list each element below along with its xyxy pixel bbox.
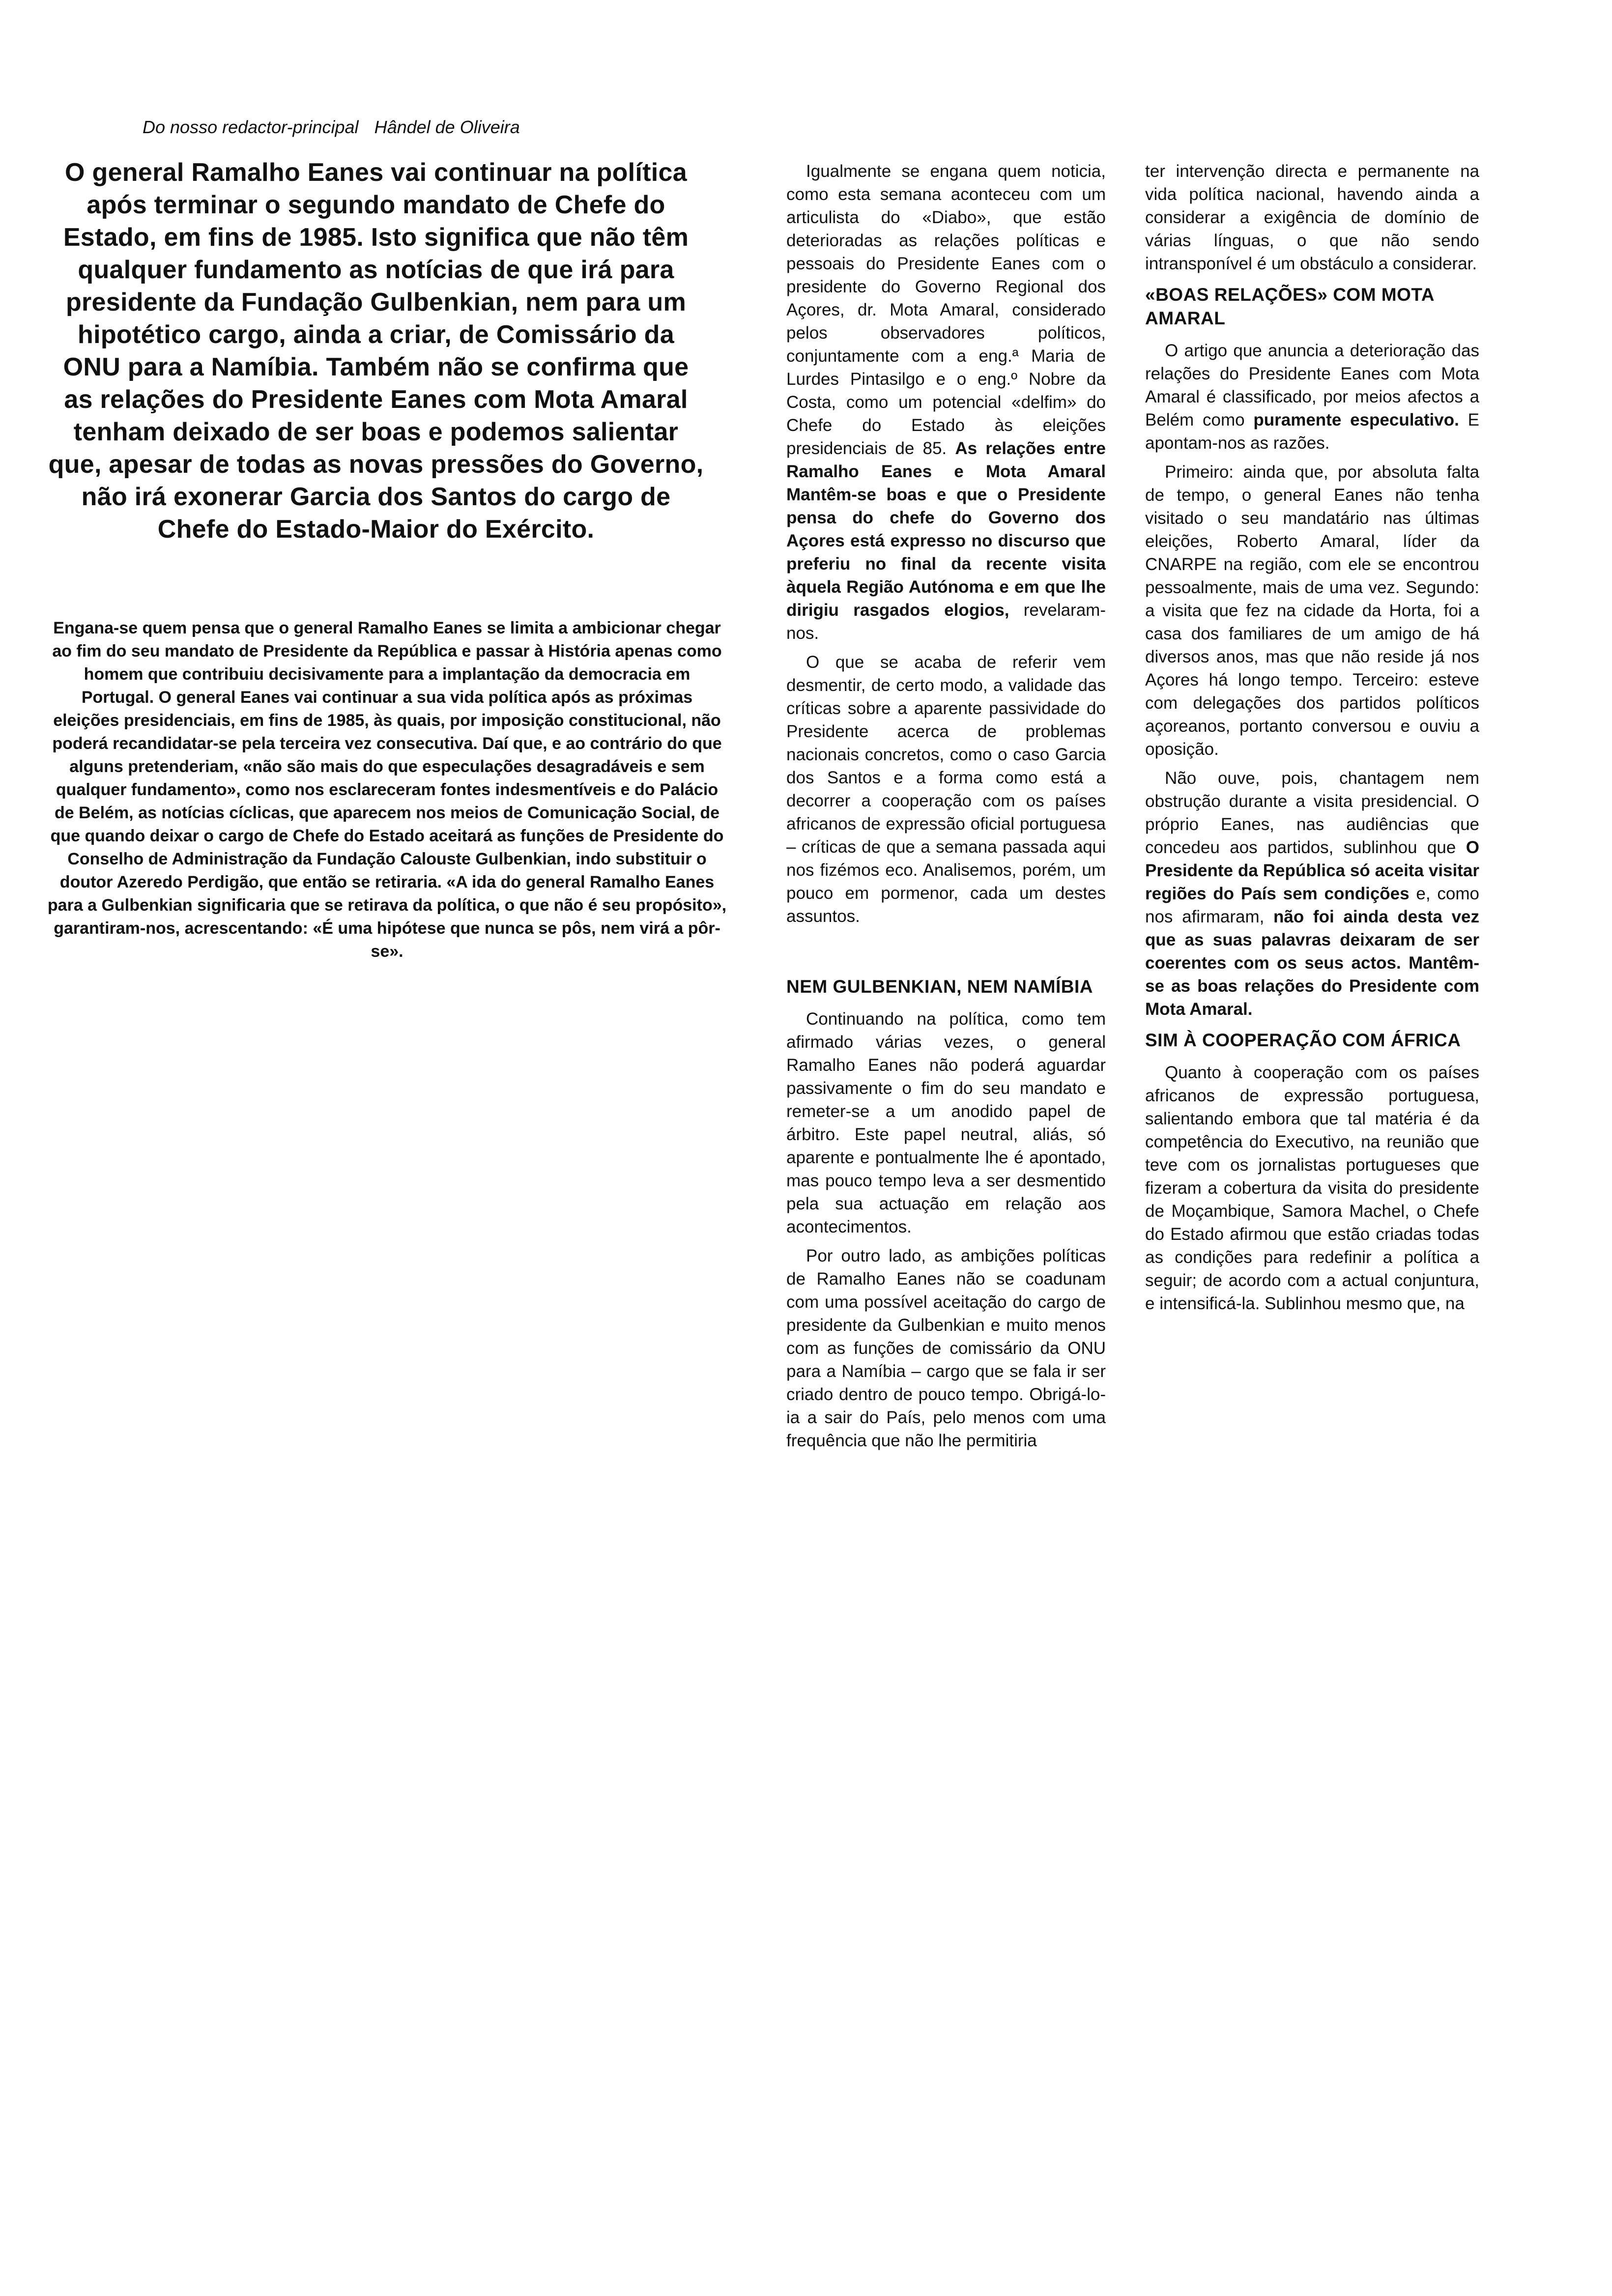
col2-paragraph-4: Não ouve, pois, chantagem nem obstrução durante a visita presidencial. O próprio Eanes, nas audiências que concedeu aos partidos, sublinhou que O Presidente da República só aceita visitar regiões do País sem condições e, como nos afirmaram, não foi ainda desta vez que as suas palavras deixaram de ser coerentes com os seus actos. Mantêm-se as boas relações do Presidente com Mota Amaral.	[1145, 769, 1479, 1019]
col1-paragraph-1: Igualmente se engana quem noticia, como esta semana aconteceu com um articulista do «Diabo», que estão deterioradas as relações políticas e pessoais do Presidente Eanes com o presidente do Governo Regional dos Açores, dr. Mota Amaral, considerado pelos observadores políticos, conjuntamente com a eng.ª Maria de Lurdes Pintasilgo e o eng.º Nobre da Costa, como um potencial «delfim» do Chefe do Estado às eleições presidenciais de 85. As relações entre Ramalho Eanes e Mota Amaral Mantêm-se boas e que o Presidente pensa do chefe do Governo dos Açores está expresso no discurso que preferiu no final da recente visita àquela Região Autónoma e em que lhe dirigiu rasgados elogios, revelaram-nos.	[786, 162, 1106, 643]
col1-paragraph-4: Por outro lado, as ambições políticas de Ramalho Eanes não se coadunam com uma possível aceitação do cargo de presidente da Gulbenkian e muito menos com as funções de comissário da ONU para a Namíbia – cargo que se fala ir ser criado dentro de pouco tempo. Obrigá-lo-ia a sair do País, pelo menos com uma frequência que não lhe permitiria	[786, 1246, 1106, 1450]
col2-paragraph-3: Primeiro: ainda que, por absoluta falta de tempo, o general Eanes não tenha visitado o seu mandatário nas últimas eleições, Roberto Amaral, líder da CNARPE na região, com ele se encontrou pessoalmente, mais de uma vez. Segundo: a visita que fez na cidade da Horta, foi a casa dos familiares de um amigo de há diversos anos, mas que não reside já nos Açores há longo tempo. Terceiro: esteve com delegações dos partidos políticos açoreanos, portanto conversou e ouviu a oposição.	[1145, 462, 1479, 759]
section-heading-boas-relacoes: «BOAS RELAÇÕES» COM MOTA AMARAL	[1145, 285, 1434, 328]
col2-paragraph-2: O artigo que anuncia a deterioração das relações do Presidente Eanes com Mota Amaral é classificado, por meios afectos a Belém como puramente especulativo. E apontam-nos as razões.	[1145, 341, 1479, 453]
byline	[143, 117, 683, 138]
section-heading-sim-cooperacao: SIM À COOPERAÇÃO COM ÁFRICA	[1145, 1030, 1461, 1050]
lead-paragraph: O general Ramalho Eanes vai continuar na política após terminar o segundo mandato de Chefe do Estado, em fins de 1985. Isto significa que não têm qualquer fundamento as notícias de que irá para presidente da Fundação Gulbenkian, nem para um hipotético cargo, ainda a criar, de Comissário da ONU para a Namíbia. Também não se confirma que as relações do Presidente Eanes com Mota Amaral tenham deixado de ser boas e podemos salientar que, apesar de todas as novas pressões do Governo, não irá exonerar Garcia dos Santos do cargo de Chefe do Estado-Maior do Exército.	[48, 158, 704, 544]
col1-paragraph-3: Continuando na política, como tem afirmado várias vezes, o general Ramalho Eanes não poderá aguardar passivamente o fim do seu mandato e remeter-se a um anodido papel de árbitro. Este papel neutral, aliás, só aparente e pontualmente lhe é apontado, mas pouco tempo leva a ser desmentido pela sua actuação em relação aos acontecimentos.	[786, 1009, 1106, 1236]
col1-paragraph-2: O que se acaba de referir vem desmentir, de certo modo, a validade das críticas sobre a aparente passividade do Presidente acerca de problemas nacionais concretos, como o caso Garcia dos Santos e a forma como está a decorrer a cooperação com os países africanos de expressão oficial portuguesa – críticas de que a semana passada aqui nos fizémos eco. Analisemos, porém, um pouco em pormenor, cada um destes assuntos.	[786, 653, 1106, 926]
section-heading-nem-gulbenkian: NEM GULBENKIAN, NEM NAMÍBIA	[786, 976, 1093, 997]
byline-author: Hândel de Oliveira	[374, 117, 520, 137]
col2-paragraph-5: Quanto à cooperação com os países africanos de expressão portuguesa, salientando embora que tal matéria é da competência do Executivo, na reunião que teve com os jornalistas portugueses que fizeram a cobertura da visita do presidente de Moçambique, Samora Machel, o Chefe do Estado afirmou que estão criadas todas as condições para redefinir a política a seguir; de acordo com a actual conjuntura, e intensificá-la. Sublinhou mesmo que, na	[1145, 1063, 1479, 1313]
intro-paragraph: Engana-se quem pensa que o general Ramalho Eanes se limita a ambicionar chegar ao fim do seu mandato de Presidente da República e passar à História apenas como homem que contribuiu decisivamente para a implantação da democracia em Portugal. O general Eanes vai continuar a sua vida política após as próximas eleições presidenciais, em fins de 1985, às quais, por imposição constitucional, não poderá recandidatar-se pela terceira vez consecutiva. Daí que, e ao contrário do que alguns pretenderiam, «não são mais do que especulações desagradáveis e sem qualquer fundamento», como nos esclareceram fontes indesmentíveis e do Palácio de Belém, as notícias cíclicas, que aparecem nos meios de Comunicação Social, de que quando deixar o cargo de Chefe do Estado aceitará as funções de Presidente do Conselho de Administração da Fundação Calouste Gulbenkian, indo substituir o doutor Azeredo Perdigão, que então se retiraria. «A ida do general Ramalho Eanes para a Gulbenkian significaria que se retirava da política, o que não é seu propósito», garantiram-nos, acrescentando: «É uma hipótese que nunca se pôs, nem virá a pôr-se».	[47, 619, 727, 961]
article-column-1	[786, 160, 1106, 1458]
byline-role: Do nosso redactor-principal	[143, 117, 359, 137]
col2-paragraph-1: ter intervenção directa e permanente na vida política nacional, havendo ainda a considerar a exigência de domínio de várias línguas, o que não sendo intransponível é um obstáculo a considerar.	[1145, 162, 1479, 273]
article-column-2	[1145, 160, 1479, 1321]
